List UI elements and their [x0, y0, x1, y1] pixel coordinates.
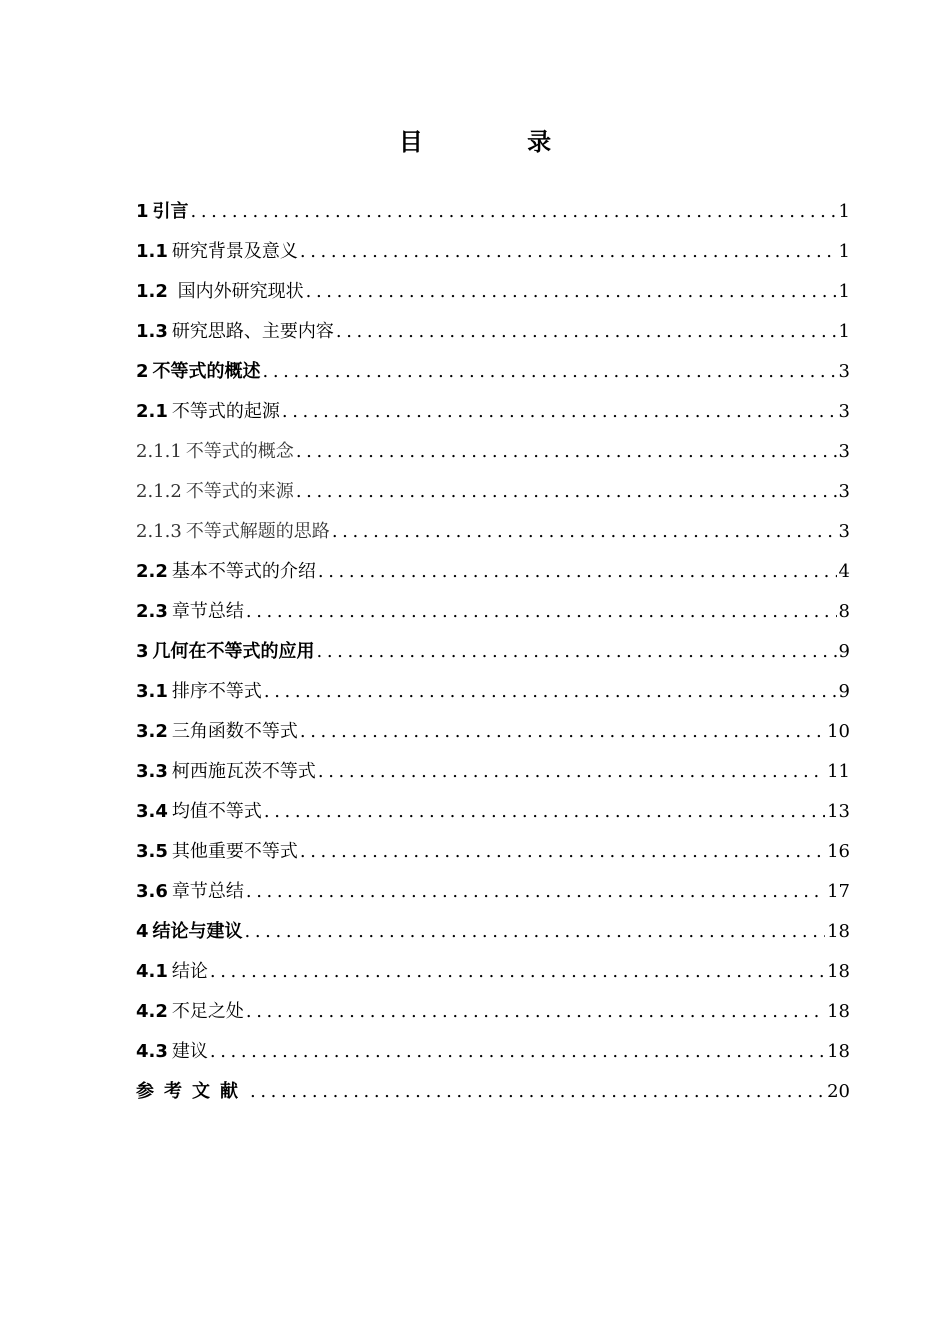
toc-entry-number: 2.2: [136, 561, 168, 582]
toc-entry-page: 17: [827, 881, 850, 902]
toc-entry-number: 3.3: [136, 761, 168, 782]
toc-entry-label: [136, 1032, 208, 1072]
dot-leader: [246, 872, 825, 912]
toc-entry-title: 结论与建议: [152, 921, 243, 942]
toc-entry[interactable]: [136, 592, 850, 632]
page-title: 目 录: [398, 128, 600, 156]
toc-entry-label: [136, 312, 334, 352]
toc-entry[interactable]: [136, 392, 850, 432]
toc-entry-page: 3: [838, 521, 850, 542]
toc-entry-page: 13: [827, 801, 850, 822]
toc-entry-title: 不等式解题的思路: [185, 521, 330, 542]
toc-entry[interactable]: [136, 952, 850, 992]
toc-entry-page: 3: [838, 401, 850, 422]
toc-entry-number: 2.1: [136, 401, 168, 422]
toc-entry[interactable]: [136, 872, 850, 912]
dot-leader: [300, 232, 837, 272]
toc-entry-title: 基本不等式的介绍: [171, 561, 316, 582]
toc-entry-title: 章节总结: [171, 601, 244, 622]
toc-entry-page: 3: [838, 481, 850, 502]
toc-entry-page: 1: [838, 321, 850, 342]
toc-entry-label: [136, 472, 294, 512]
toc-entry-label: [136, 552, 316, 592]
toc-entry-label: [136, 792, 262, 832]
toc-entry-label: [136, 632, 315, 672]
toc-entry[interactable]: [136, 472, 850, 512]
toc-entry-number: 3.2: [136, 721, 168, 742]
toc-entry-number: 2.1.2: [136, 481, 182, 502]
toc-entry-page: 10: [827, 721, 850, 742]
toc-entry-title: 参考文献: [136, 1081, 248, 1102]
dot-leader: [246, 992, 825, 1032]
toc-entry-label: [136, 232, 298, 272]
toc-entry-page: 1: [838, 201, 850, 222]
toc-entry-page: 11: [827, 761, 850, 782]
toc-entry-number: 1.1: [136, 241, 168, 262]
toc-entry-number: 1.2: [136, 281, 168, 302]
dot-leader: [282, 392, 837, 432]
toc-entry-label: [136, 192, 189, 232]
toc-entry-number: 3.6: [136, 881, 168, 902]
toc-entry-number: 3.1: [136, 681, 168, 702]
toc-entry[interactable]: [136, 912, 850, 952]
toc-entry-number: 3.4: [136, 801, 168, 822]
toc-entry-title: 几何在不等式的应用: [152, 641, 315, 662]
toc-entry-title: 柯西施瓦茨不等式: [171, 761, 316, 782]
toc-entry-page: 20: [827, 1081, 850, 1102]
toc-entry[interactable]: [136, 832, 850, 872]
toc-entry-page: 1: [838, 281, 850, 302]
toc-entry-number: 4: [136, 921, 149, 942]
toc-entry-page: 3: [838, 441, 850, 462]
toc-entry[interactable]: [136, 992, 850, 1032]
dot-leader: [246, 592, 837, 632]
dot-leader: [306, 272, 837, 312]
toc-entry[interactable]: [136, 272, 850, 312]
toc-entry[interactable]: [136, 432, 850, 472]
toc-entry[interactable]: [136, 752, 850, 792]
dot-leader: [264, 792, 825, 832]
toc-entry[interactable]: [136, 712, 850, 752]
dot-leader: [336, 312, 837, 352]
toc-entry-title: 三角函数不等式: [171, 721, 298, 742]
toc-entry-page: 1: [838, 241, 850, 262]
toc-entry-title: 章节总结: [171, 881, 244, 902]
toc-entry-number: 4.2: [136, 1001, 168, 1022]
toc-entry-label: [136, 952, 208, 992]
dot-leader: [296, 432, 837, 472]
toc-entry[interactable]: [136, 792, 850, 832]
toc-entry-number: 4.3: [136, 1041, 168, 1062]
toc-entry-number: 2.3: [136, 601, 168, 622]
dot-leader: [317, 632, 837, 672]
toc-entry[interactable]: [136, 312, 850, 352]
toc-entry[interactable]: [136, 672, 850, 712]
toc-entry-label: [136, 832, 298, 872]
toc-entry-title: 国内外研究现状: [171, 281, 304, 302]
toc-entry-page: 18: [827, 921, 850, 942]
toc-entry-number: 2.1.3: [136, 521, 182, 542]
toc-entry-title: 均值不等式: [171, 801, 262, 822]
toc-entry-label: [136, 872, 244, 912]
toc-entry-page: 18: [827, 961, 850, 982]
toc-entry-number: 3.5: [136, 841, 168, 862]
toc-entry-page: 18: [827, 1001, 850, 1022]
toc-entry-number: 1: [136, 201, 149, 222]
toc-entry-number: 1.3: [136, 321, 168, 342]
dot-leader: [318, 552, 837, 592]
toc-entry-title: 不等式的概念: [185, 441, 294, 462]
dot-leader: [264, 672, 837, 712]
toc-entry-title: 不等式的起源: [171, 401, 280, 422]
table-of-contents: [136, 192, 850, 1112]
toc-entry-number: 4.1: [136, 961, 168, 982]
toc-entry-page: 8: [838, 601, 850, 622]
dot-leader: [245, 912, 826, 952]
dot-leader: [300, 712, 825, 752]
toc-entry[interactable]: [136, 1032, 850, 1072]
toc-entry-title: 不等式的概述: [152, 361, 261, 382]
toc-entry-page: 3: [838, 361, 850, 382]
dot-leader: [191, 192, 837, 232]
toc-entry-label: [136, 352, 261, 392]
toc-entry-label: [136, 512, 330, 552]
toc-entry-title: 排序不等式: [171, 681, 262, 702]
toc-entry[interactable]: [136, 1072, 850, 1112]
dot-leader: [318, 752, 825, 792]
toc-entry-title: 不足之处: [171, 1001, 244, 1022]
toc-entry-page: 4: [838, 561, 850, 582]
toc-entry[interactable]: [136, 632, 850, 672]
toc-entry-page: 9: [838, 681, 850, 702]
dot-leader: [300, 832, 825, 872]
dot-leader: [250, 1072, 825, 1112]
toc-entry[interactable]: [136, 232, 850, 272]
toc-entry-title: 建议: [171, 1041, 208, 1062]
toc-entry-label: [136, 392, 280, 432]
toc-entry[interactable]: [136, 192, 850, 232]
toc-entry-label: [136, 1072, 248, 1112]
toc-entry[interactable]: [136, 552, 850, 592]
toc-entry-title: 其他重要不等式: [171, 841, 298, 862]
dot-leader: [210, 1032, 825, 1072]
dot-leader: [210, 952, 825, 992]
toc-entry-title: 研究背景及意义: [171, 241, 298, 262]
toc-entry-label: [136, 912, 243, 952]
toc-entry-label: [136, 992, 244, 1032]
toc-entry-label: [136, 432, 294, 472]
toc-entry-page: 18: [827, 1041, 850, 1062]
dot-leader: [296, 472, 837, 512]
toc-entry-label: [136, 752, 316, 792]
toc-entry-page: 9: [838, 641, 850, 662]
toc-entry-number: 2.1.1: [136, 441, 182, 462]
toc-entry[interactable]: [136, 512, 850, 552]
toc-entry-title: 研究思路、主要内容: [171, 321, 334, 342]
toc-entry-label: [136, 712, 298, 752]
toc-entry-label: [136, 672, 262, 712]
dot-leader: [332, 512, 837, 552]
toc-entry-title: 引言: [152, 201, 189, 222]
toc-entry-page: 16: [827, 841, 850, 862]
toc-entry-number: 3: [136, 641, 149, 662]
dot-leader: [263, 352, 837, 392]
toc-entry-number: 2: [136, 361, 149, 382]
toc-entry-label: [136, 272, 304, 312]
toc-entry-title: 结论: [171, 961, 208, 982]
toc-entry-label: [136, 592, 244, 632]
toc-entry[interactable]: [136, 352, 850, 392]
toc-entry-title: 不等式的来源: [185, 481, 294, 502]
